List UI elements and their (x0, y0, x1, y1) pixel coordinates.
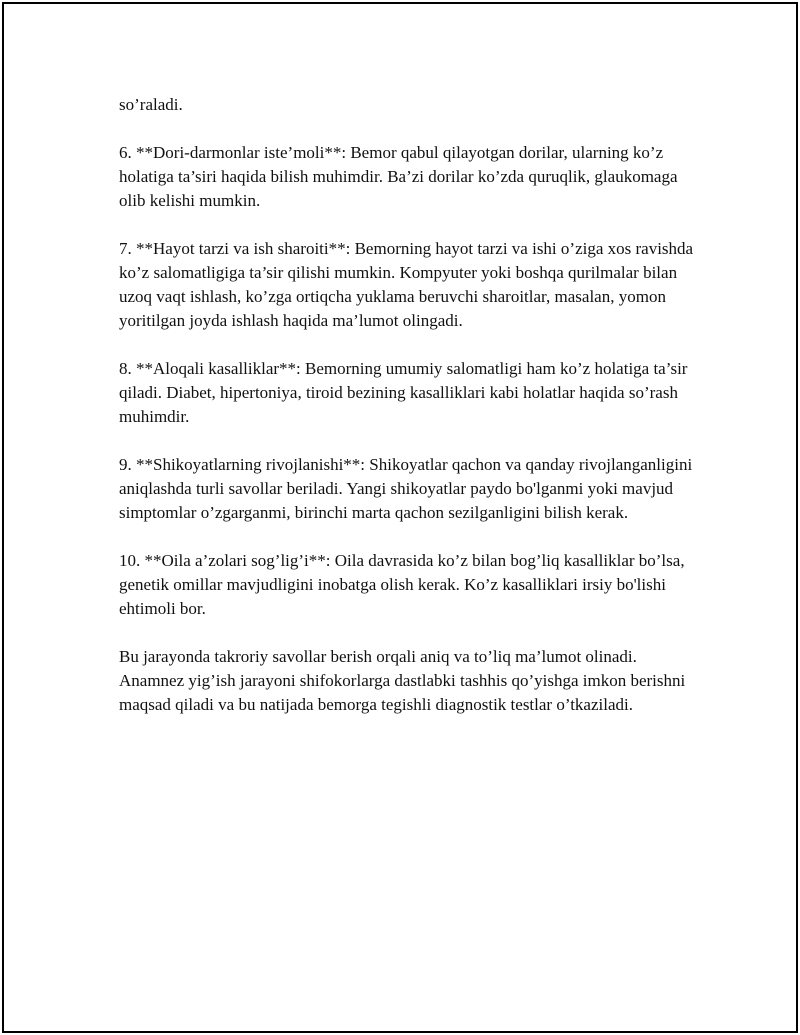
paragraph-item-9: 9. **Shikoyatlarning rivojlanishi**: Shikoyatlar qachon va qanday rivojlanganligini aniqlashda turli savollar beriladi. Yangi shikoyatlar paydo bo'lganmi yoki mavjud simptomlar o’zgarganmi, birinchi marta qachon sezilganligini bilish kerak. (119, 455, 693, 522)
paragraph-conclusion: Bu jarayonda takroriy savollar berish orqali aniq va to’liq ma’lumot olinadi. Anamnez yig’ish jarayoni shifokorlarga dastlabki tashhis qo’yishga imkon berishni maqsad qiladi va bu natijada bemorga tegishli diagnostik testlar o’tkaziladi. (119, 647, 686, 714)
paragraph-item-6: 6. **Dori-darmonlar iste’moli**: Bemor qabul qilayotgan dorilar, ularning ko’z holatiga ta’siri haqida bilish muhimdir. Ba’zi dorilar ko’zda quruqlik, glaukomaga olib kelishi mumkin. (119, 143, 678, 210)
paragraph-item-10: 10. **Oila a’zolari sog’lig’i**: Oila davrasida ko’z bilan bog’liq kasalliklar bo’lsa, genetik omillar mavjudligini inobatga olish kerak. Ko’z kasalliklari irsiy bo'lishi ehtimoli bor. (119, 551, 685, 618)
document-page (2, 2, 798, 1033)
paragraph-continuation: so’raladi. (119, 95, 183, 114)
paragraph-item-8: 8. **Aloqali kasalliklar**: Bemorning umumiy salomatligi ham ko’z holatiga ta’sir qiladi. Diabet, hipertoniya, tiroid bezining kasalliklari kabi holatlar haqida so’rash muhimdir. (119, 359, 688, 426)
document-body (119, 93, 694, 741)
paragraph-item-7: 7. **Hayot tarzi va ish sharoiti**: Bemorning hayot tarzi va ishi o’ziga xos ravishda ko’z salomatligiga ta’sir qilishi mumkin. Kompyuter yoki boshqa qurilmalar bilan uzoq vaqt ishlash, ko’zga ortiqcha yuklama beruvchi sharoitlar, masalan, yomon yoritilgan joyda ishlash haqida ma’lumot olingadi. (119, 239, 694, 330)
